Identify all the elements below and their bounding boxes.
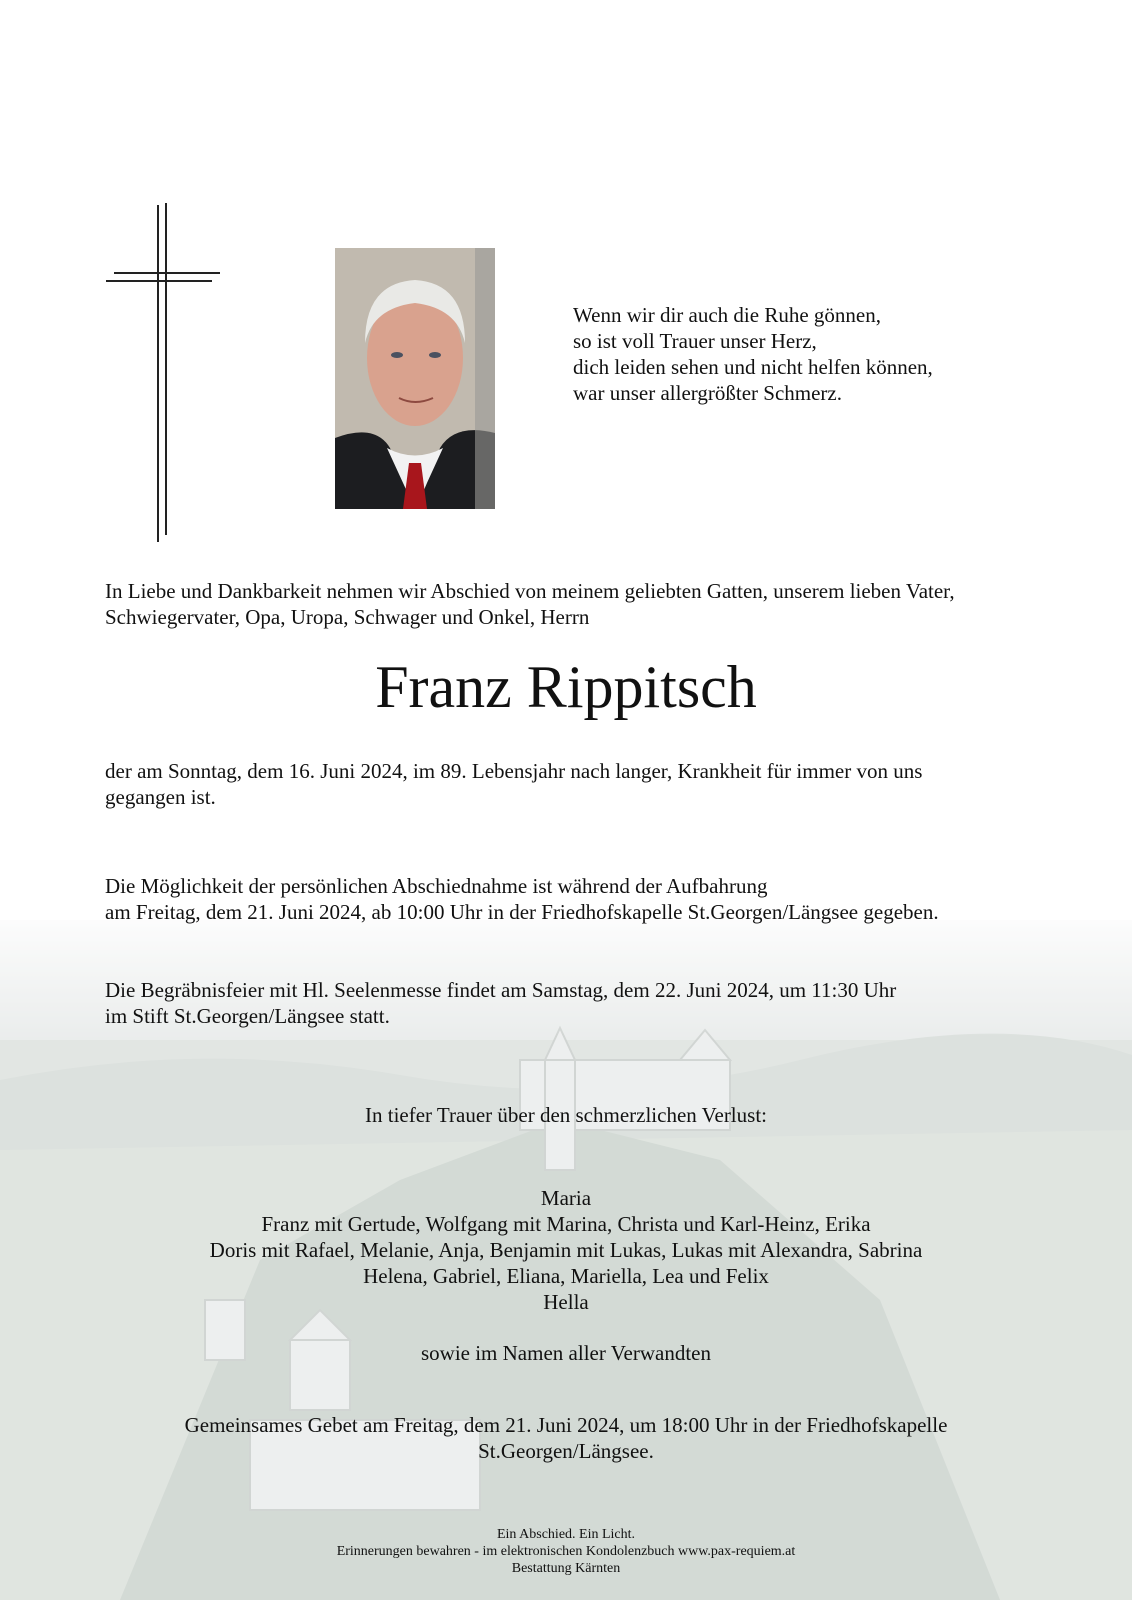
prayer-text: Gemeinsames Gebet am Freitag, dem 21. Juni 2024, um 18:00 Uhr in der Friedhofskapelle St.Georgen/Längsee. bbox=[184, 1413, 948, 1463]
poem-text: Wenn wir dir auch die Ruhe gönnen, so ist voll Trauer unser Herz, dich leiden sehen und nicht helfen können, war unser allergrößter Schmerz. bbox=[573, 303, 933, 405]
portrait-photo bbox=[335, 248, 495, 509]
intro-text: In Liebe und Dankbarkeit nehmen wir Abschied von meinem geliebten Gatten, unserem lieben Vater, Schwiegervater, Opa, Uropa, Schwager und Onkel, Herrn bbox=[105, 579, 955, 629]
cross-icon bbox=[100, 200, 225, 545]
mourner-line: Doris mit Rafael, Melanie, Anja, Benjamin mit Lukas, Lukas mit Alexandra, Sabrina bbox=[209, 1238, 923, 1262]
mourner-line: Hella bbox=[543, 1290, 589, 1314]
funeral-text: Die Begräbnisfeier mit Hl. Seelenmesse findet am Samstag, dem 22. Juni 2024, um 11:30 Uhr im Stift St.Georgen/Längsee statt. bbox=[105, 978, 897, 1028]
viewing-text: Die Möglichkeit der persönlichen Abschiednahme ist während der Aufbahrung am Freitag, dem 21. Juni 2024, ab 10:00 Uhr in der Friedhofskapelle St.Georgen/Längsee gegeben. bbox=[105, 874, 939, 924]
mourner-line: Helena, Gabriel, Eliana, Mariella, Lea und Felix bbox=[363, 1264, 769, 1288]
relatives-text: sowie im Namen aller Verwandten bbox=[420, 1341, 712, 1365]
footer-tagline: Ein Abschied. Ein Licht. bbox=[496, 1527, 636, 1542]
footer bbox=[0, 1526, 1132, 1577]
mourner-line: Maria bbox=[540, 1186, 592, 1210]
mourning-heading: In tiefer Trauer über den schmerzlichen Verlust: bbox=[365, 1103, 767, 1127]
deceased-name: Franz Rippitsch bbox=[375, 654, 757, 720]
death-notice-text: der am Sonntag, dem 16. Juni 2024, im 89. Lebensjahr nach langer, Krankheit für immer von uns gegangen ist. bbox=[105, 759, 923, 809]
mourners-list bbox=[0, 1185, 1132, 1315]
footer-kondolenz-line: Erinnerungen bewahren - im elektronischen Kondolenzbuch www.pax-requiem.at bbox=[336, 1544, 796, 1559]
mourner-line: Franz mit Gertude, Wolfgang mit Marina, Christa und Karl-Heinz, Erika bbox=[261, 1212, 871, 1236]
footer-company: Bestattung Kärnten bbox=[511, 1561, 621, 1576]
